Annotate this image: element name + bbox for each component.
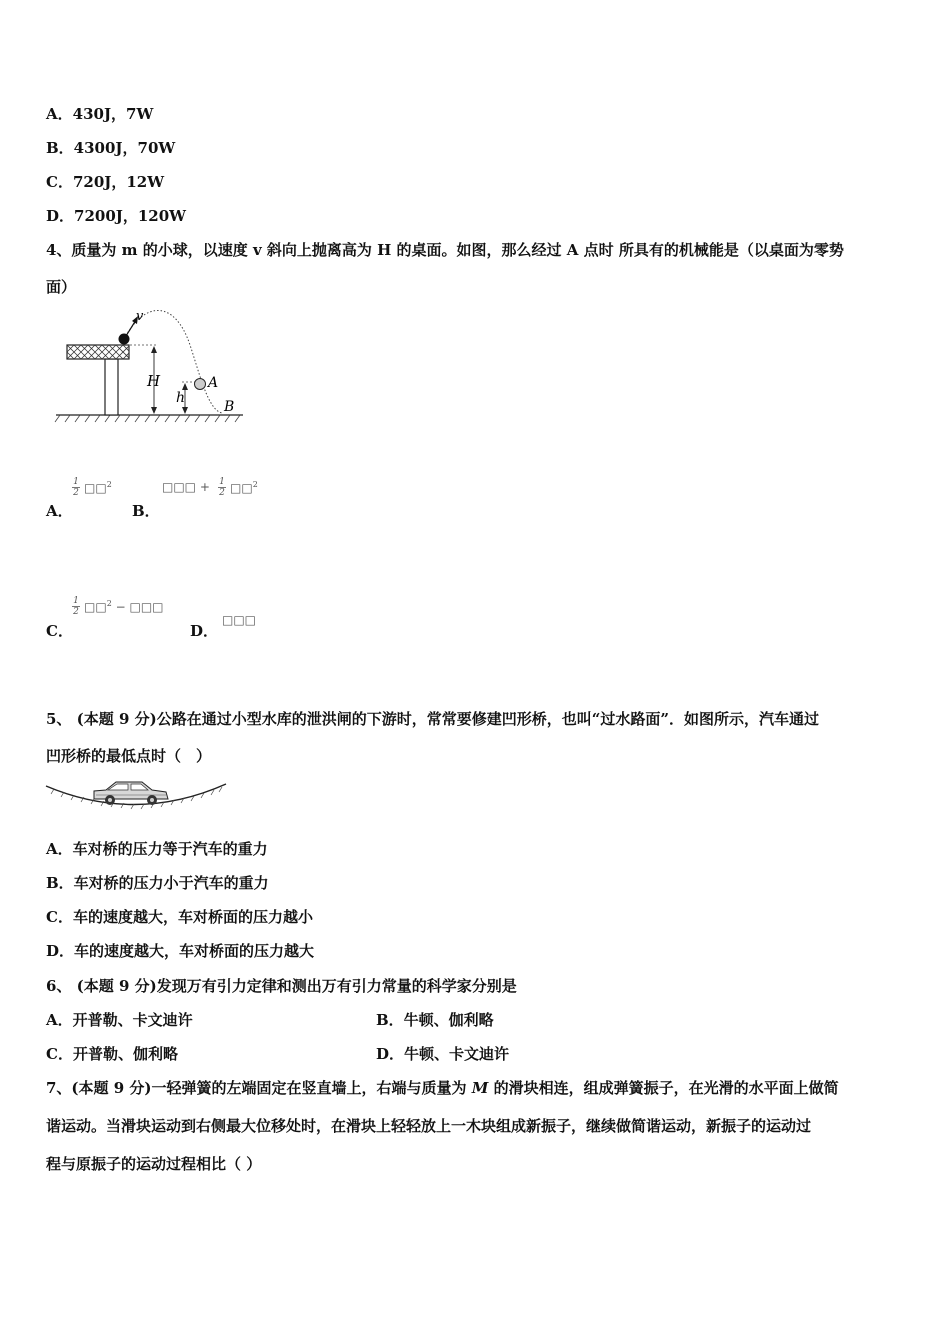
q7-mass-symbol: M (471, 1079, 489, 1097)
q4-b-numerator: 1 (219, 477, 225, 487)
q4-c-formula (84, 599, 164, 614)
q4-a-body: □□ (84, 481, 107, 495)
q6-option-c: C．开普勒、伽利略 (46, 1045, 178, 1063)
q4-b-body: □□ (230, 481, 253, 495)
q4-b-fraction (218, 477, 226, 498)
q4-b-exponent: 2 (252, 480, 258, 489)
q4-c-exponent: 2 (106, 599, 112, 608)
q5-stem-line1: 5、 (本题 9 分)公路在通过小型水库的泄洪闸的下游时，常常要修建凹形桥，也叫“过水路面”．如图所示，汽车通过 (46, 710, 819, 728)
q4-a-denominator: 2 (73, 488, 79, 498)
q4-b-formula (230, 480, 258, 495)
q4-c-denominator: 2 (73, 607, 79, 617)
q4-option-a-label: A． (46, 502, 73, 520)
q4-d-formula: □□□ (222, 613, 257, 627)
car-icon (94, 782, 168, 805)
q4-option-b-label: B． (132, 502, 160, 520)
q5-concave-bridge-figure (44, 772, 229, 810)
q4-c-suffix: − □□□ (115, 600, 164, 614)
label-A: A (208, 375, 219, 391)
q3-option-a: A．430J，7W (46, 105, 154, 123)
q4-a-exponent: 2 (106, 480, 112, 489)
q4-c-fraction (72, 596, 80, 617)
q7-stem-post: 的滑块相连，组成弹簧振子，在光滑的水平面上做简 (493, 1079, 839, 1097)
label-B: B (224, 399, 235, 415)
q7-stem-pre: 7、(本题 9 分)一轻弹簧的左端固定在竖直墙上，右端与质量为 (46, 1079, 467, 1097)
q4-b-prefix: □□□ + (162, 480, 210, 494)
q4-option-d-label: D． (190, 622, 219, 640)
q5-stem-line2: 凹形桥的最低点时（ ） (46, 747, 212, 765)
q4-projectile-figure (50, 305, 255, 430)
q3-option-d: D．7200J，120W (46, 207, 187, 225)
q3-option-b: B．4300J，70W (46, 139, 176, 157)
q5-option-d: D．车的速度越大，车对桥面的压力越大 (46, 942, 315, 960)
label-H: H (147, 372, 161, 390)
q3-option-c: C．720J，12W (46, 173, 165, 191)
q4-c-numerator: 1 (73, 596, 79, 606)
q4-a-fraction (72, 477, 80, 498)
q5-option-a: A．车对桥的压力等于汽车的重力 (46, 840, 268, 858)
q4-stem-line2: 面） (46, 278, 77, 296)
q6-option-a: A．开普勒、卡文迪许 (46, 1011, 193, 1029)
q4-b-denominator: 2 (219, 488, 225, 498)
label-h: h (176, 390, 186, 406)
q4-stem-line1: 4、质量为 m 的小球，以速度 v 斜向上抛离高为 H 的桌面。如图，那么经过 A 点时 所具有的机械能是（以桌面为零势 (46, 241, 844, 259)
q5-option-b: B．车对桥的压力小于汽车的重力 (46, 874, 269, 892)
q4-a-numerator: 1 (73, 477, 79, 487)
q7-stem-line3: 程与原振子的运动过程相比（ ） (46, 1155, 262, 1173)
label-v: v (136, 309, 144, 324)
q7-stem-line2: 谐运动。当滑块运动到右侧最大位移处时，在滑块上轻轻放上一木块组成新振子，继续做简谐运动，新振子的运动过 (46, 1117, 812, 1135)
q5-option-c: C．车的速度越大，车对桥面的压力越小 (46, 908, 313, 926)
q4-a-formula (84, 480, 112, 495)
q4-c-body: □□ (84, 600, 107, 614)
q4-option-c-label: C． (46, 622, 73, 640)
q6-option-b: B．牛顿、伽利略 (376, 1011, 494, 1029)
q6-option-d: D．牛顿、卡文迪许 (376, 1045, 510, 1063)
q6-stem: 6、 (本题 9 分)发现万有引力定律和测出万有引力常量的科学家分别是 (46, 977, 517, 995)
q7-stem-line1 (46, 1077, 839, 1098)
